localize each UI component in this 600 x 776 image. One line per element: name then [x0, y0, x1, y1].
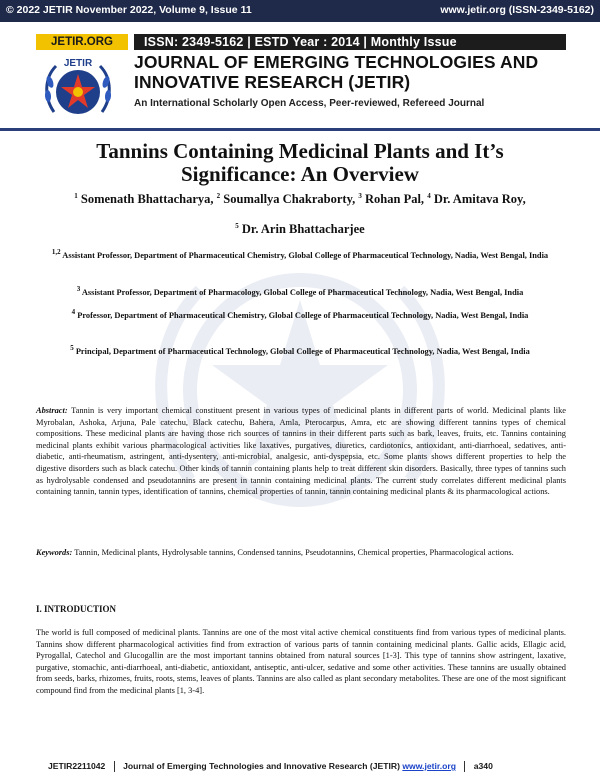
paper-title: Tannins Containing Medicinal Plants and It’s Significance: An Overview [96, 139, 504, 186]
logo-text: JETIR [63, 58, 93, 69]
article-id: JETIR2211042 [48, 761, 106, 771]
site-issn: www.jetir.org (ISSN-2349-5162) [440, 4, 594, 16]
author-name: Dr. Arin Bhattacharjee [241, 222, 365, 236]
issn-banner: ISSN: 2349-5162 | ESTD Year : 2014 | Monthly Issue [134, 34, 566, 50]
masthead-divider [0, 128, 600, 131]
keywords-text: Tannin, Medicinal plants, Hydrolysable tannins, Condensed tannins, Pseudotannins, Chemical properties, Pharmacological actions. [74, 548, 514, 557]
author-name: Rohan Pal, [365, 192, 425, 206]
section-heading: I. INTRODUCTION [36, 604, 117, 614]
journal-subtitle: An International Scholarly Open Access, Peer-reviewed, Refereed Journal [134, 98, 485, 109]
affiliation: $^4$ Professor, Department of Pharmaceutical Chemistry, Global College of Pharmaceutical Technology, Nadia, West Bengal, India [71, 308, 529, 320]
author-name: Dr. Amitava Roy, [433, 192, 526, 206]
keywords-label: Keywords: [36, 548, 73, 557]
issue-info: © 2022 JETIR November 2022, Volume 9, Issue 11 [6, 4, 252, 16]
jetir-logo-icon [40, 52, 116, 128]
journal-name: JOURNAL OF EMERGING TECHNOLOGIES AND INNOVATIVE RESEARCH (JETIR) [134, 52, 539, 92]
journal-link[interactable]: www.jetir.org [402, 761, 456, 771]
abstract [36, 405, 566, 498]
page-number: a340 [473, 761, 493, 771]
keywords [36, 547, 566, 559]
author-list: $^1$ Somenath Bhattacharya, $^2$ Soumallya Chakraborty, $^3$ Rohan Pal, $^4$ Dr. Amitava Roy, [74, 191, 526, 206]
affiliation: $^5$ Principal, Department of Pharmaceutical Technology, Global College of Pharmaceutical Technology, Nadia, West Bengal, India [70, 344, 530, 356]
page-footer [0, 757, 600, 776]
abstract-label: Abstract: [36, 406, 68, 415]
author-name: Somenath Bhattacharya, [80, 192, 214, 206]
top-bar [0, 0, 600, 22]
brand-label: JETIR.ORG [36, 34, 128, 50]
author-list-line2: $^5$ Dr. Arin Bhattacharjee [235, 221, 365, 236]
affiliation: $^{1,2}$ Assistant Professor, Department of Pharmaceutical Chemistry, Global College of Pharmaceutical Technology, Nadia, West Bengal, India [51, 248, 549, 260]
introduction-text: The world is full composed of medicinal plants. Tannins are one of the most vital active chemical constituents find from various types of medicinal plants. Tannins show different pharmacological activities find from extraction of various parts of tannin containing medicinal plants. Gallic acids, Ellagic acid, Pyrogallal, Catechol and Glucogallin are the most important tannins obtained from natural sources [1-3]. This type of tannins show astringent, laxative, purgative, stomachic, anti-diarrhoeal, anti-diabetic, antioxidant, antiseptic, anti-ulcer, sedative and some other activities. These tannins are usually obtained from seeds, barks, rhizomes, fruits, roots, stems, leaves of plants. Tannins are also called as plant secondary metabolites. These are one of the most significant compound find from the medicinal plants [1, 3-4]. [36, 628, 566, 695]
footer-journal: Journal of Emerging Technologies and Innovative Research (JETIR) [123, 761, 400, 771]
abstract-text: Tannin is very important chemical constituent present in various types of medicinal plants in different parts of world. Medicinal plants like Myrobalan, Ashoka, Arjuna, Pale catechu, Black catechu, Bahera, Amla, Pterocarpus, Amra, etc are showing different tannins types of chemical compositions. These medicinal plants are having those rich sources of tannins in their different parts such as bark, leaves, fruits, etc. Tannins containing medicinal plants exhibit various pharmacological activities like laxatives, purgatives, diuretics, cardiotonics, antioxidant, anti-diarrhoeal, sedatives, anti-diabetic, anti-rheumatism, astringent, anti-dysentery, anti-microbial, analgesic, anti-dyspepsia, etc. Some plants shows different properties to help the digestive disorders such as black catechu. Other kinds of tannin containing plants help to treat different skin disorders. Basically, three types of tannins such as hydrolysable condensed and pseudotannins are present in tannin containing medicinal plants. The current study correlates different medicinal plants containing tannin, tannin types, identification of tannins, chemical properties of tannin, tannin containing medicinal plants & its pharmacological actions. [36, 406, 566, 497]
author-name: Soumallya Chakraborty, [223, 192, 356, 206]
affiliation: $^3$ Assistant Professor, Department of Pharmacology, Global College of Pharmaceutical Technology, Nadia, West Bengal, India [76, 285, 524, 297]
